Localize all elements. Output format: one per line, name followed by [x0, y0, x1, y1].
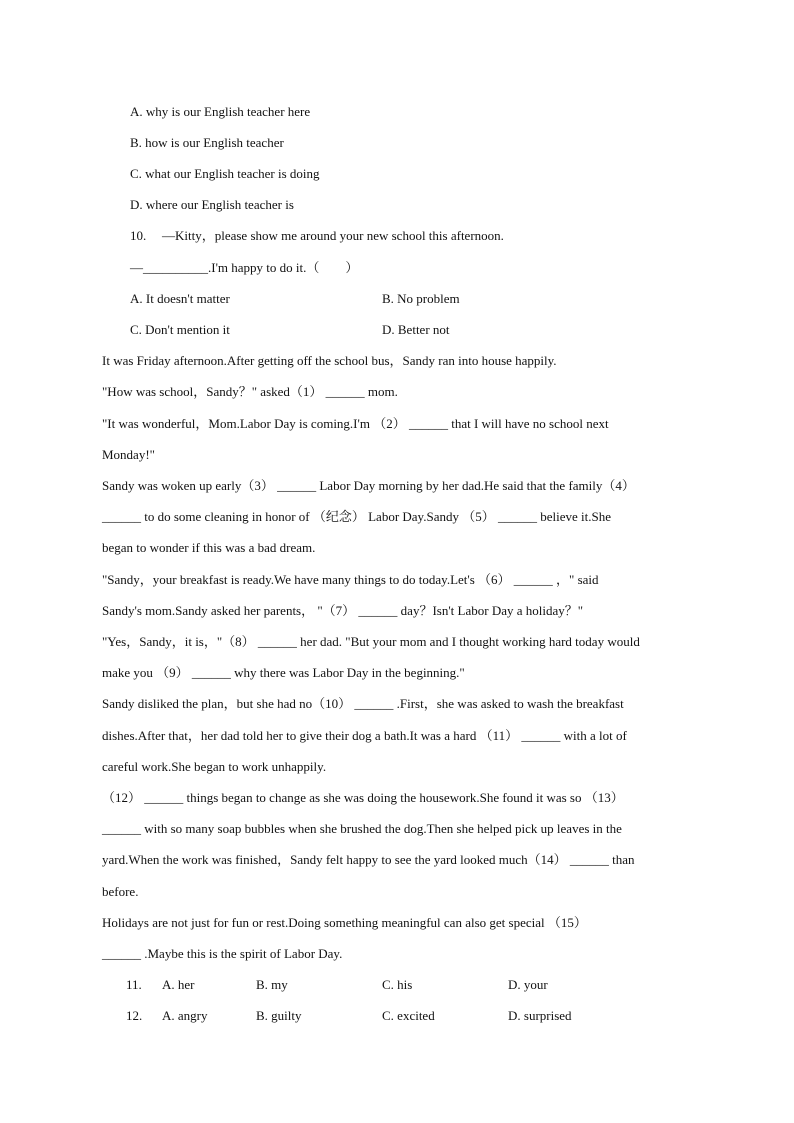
q10-number: 10.: [130, 228, 147, 243]
q10-reply: —__________.I'm happy to do it.（ ）: [130, 260, 359, 275]
q11-option-b: B. my: [256, 977, 288, 992]
passage-line: "Sandy，your breakfast is ready.We have many things to do today.Let's （6） ______ ，" said: [102, 572, 599, 587]
q12-option-c: C. excited: [382, 1008, 435, 1023]
passage-line: （12） ______ things began to change as she was doing the housework.She found it was so （13）: [102, 790, 624, 805]
q9-option-c: C. what our English teacher is doing: [130, 166, 320, 181]
q12-option-b: B. guilty: [256, 1008, 302, 1023]
passage-line: "Yes，Sandy，it is，"（8） ______ her dad. "But your mom and I thought working hard today would: [102, 634, 640, 649]
q12-option-d: D. surprised: [508, 1008, 572, 1023]
q12-option-a: A. angry: [162, 1008, 208, 1023]
q10-stem: —Kitty，please show me around your new school this afternoon.: [162, 228, 504, 243]
passage-line: "How was school，Sandy？" asked（1） ______ mom.: [102, 384, 398, 399]
passage-line: Sandy was woken up early（3） ______ Labor Day morning by her dad.He said that the family（4）: [102, 478, 635, 493]
passage-line: before.: [102, 884, 139, 899]
q11-option-c: C. his: [382, 977, 413, 992]
passage-line: Sandy disliked the plan，but she had no（10） ______ .First，she was asked to wash the breakfast: [102, 696, 624, 711]
q11-option-d: D. your: [508, 977, 548, 992]
passage-line: careful work.She began to work unhappily.: [102, 759, 327, 774]
q12-number: 12.: [126, 1008, 143, 1023]
passage-line: ______ to do some cleaning in honor of （纪念） Labor Day.Sandy （5） ______ believe it.She: [102, 509, 611, 524]
passage-line: "It was wonderful，Mom.Labor Day is coming.I'm （2） ______ that I will have no school next: [102, 416, 609, 431]
passage-line: Holidays are not just for fun or rest.Doing something meaningful can also get special （15）: [102, 915, 587, 930]
passage-line: make you （9） ______ why there was Labor Day in the beginning.": [102, 665, 465, 680]
q11-number: 11.: [126, 977, 142, 992]
q9-option-d: D. where our English teacher is: [130, 197, 294, 212]
passage-line: ______ with so many soap bubbles when she brushed the dog.Then she helped pick up leaves in the: [102, 821, 622, 836]
passage-line: Monday!": [102, 447, 155, 462]
passage-line: dishes.After that，her dad told her to give their dog a bath.It was a hard （11） ______ with a lot of: [102, 728, 627, 743]
passage-line: Sandy's mom.Sandy asked her parents， "（7） ______ day？Isn't Labor Day a holiday？": [102, 603, 584, 618]
q9-option-b: B. how is our English teacher: [130, 135, 284, 150]
q11-option-a: A. her: [162, 977, 195, 992]
q10-option-d: D. Better not: [382, 322, 450, 337]
q9-option-a: A. why is our English teacher here: [130, 104, 311, 119]
q10-option-b: B. No problem: [382, 291, 460, 306]
passage-line: ______ .Maybe this is the spirit of Labor Day.: [102, 946, 343, 961]
q10-option-a: A. It doesn't matter: [130, 291, 230, 306]
passage-line: yard.When the work was finished，Sandy felt happy to see the yard looked much（14） ______ than: [102, 852, 635, 867]
passage-line: began to wonder if this was a bad dream.: [102, 540, 316, 555]
passage-line: It was Friday afternoon.After getting off the school bus，Sandy ran into house happily.: [102, 353, 557, 368]
q10-option-c: C. Don't mention it: [130, 322, 230, 337]
